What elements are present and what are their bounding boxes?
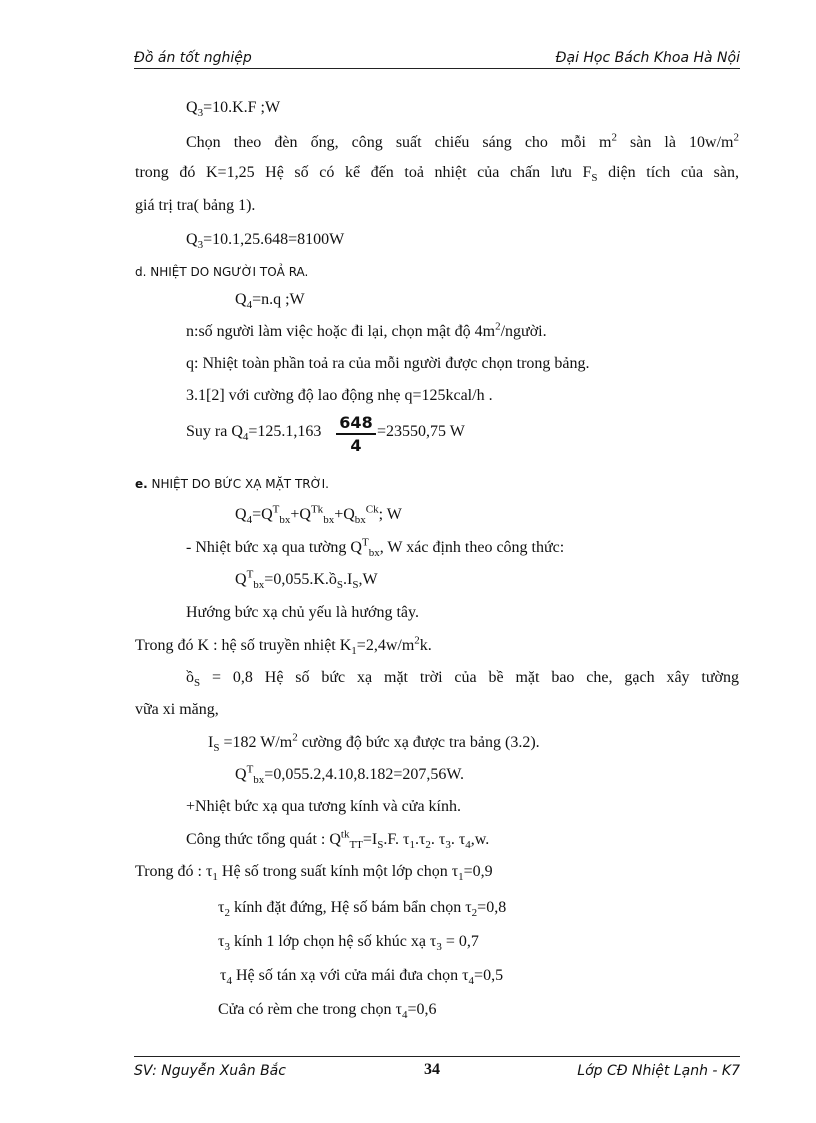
text-run: =0,055.2,4.10,8.182=207,56W. (264, 766, 464, 783)
subscript: 4 (242, 431, 249, 444)
text-run: kính 1 lớp chọn hệ số khúc xạ τ (229, 933, 437, 950)
line-t3 (218, 932, 479, 952)
text-run: Trong đó : τ (135, 863, 213, 880)
superscript: 2 (292, 731, 298, 744)
line-q4-calc-b (377, 422, 465, 442)
bold-text: e. (135, 477, 148, 491)
text-run: .F. τ (383, 831, 410, 848)
text-run: k. (419, 637, 432, 654)
subscript: 4 (465, 839, 471, 852)
text-run: .τ (414, 831, 426, 848)
text-run: q: Nhiệt toàn phần toả ra của mỗi người được chọn trong bảng. (186, 355, 590, 372)
text-run: NHIỆT DO BỨC XẠ MẶT TRỜI. (147, 477, 329, 491)
superscript: T (246, 763, 254, 776)
superscript: 2 (414, 634, 420, 647)
subscript: 4 (226, 975, 232, 988)
subscript: 2 (224, 907, 230, 920)
subscript: S (336, 579, 343, 592)
text-run: τ (218, 933, 225, 950)
line-glass-title (186, 797, 461, 817)
subscript: 2 (425, 839, 431, 852)
text-run: =10.K.F ;W (203, 99, 281, 116)
subscript: bx (253, 774, 265, 787)
subscript: S (377, 839, 384, 852)
subscript: 3 (224, 941, 230, 954)
text-run: +Nhiệt bức xạ qua tương kính và cửa kính. (186, 798, 461, 815)
subscript: 3 (436, 941, 442, 954)
subscript: S (591, 172, 598, 185)
text-run: +Q (290, 506, 311, 523)
text-run: =I (362, 831, 378, 848)
text-run: Hướng bức xạ chủ yếu là hướng tây. (186, 604, 419, 621)
subscript: 3 (445, 839, 451, 852)
superscript: Ck (365, 503, 379, 516)
line-es-def-1 (186, 668, 739, 688)
text-run: = 0,7 (441, 933, 479, 950)
superscript: T (272, 503, 280, 516)
line-wall-formula (235, 570, 378, 590)
text-run: 3.1[2] với cường độ lao động nhẹ q=125kcal/h . (186, 387, 493, 404)
line-q-ref (186, 386, 493, 406)
line-p1-l3 (135, 196, 255, 216)
line-wall-title (186, 538, 564, 558)
text-run: =Q (252, 506, 273, 523)
text-run: trong đó K=1,25 Hệ số có kể đến toả nhiệt của chấn lưu F (135, 164, 592, 181)
subscript: 4 (401, 1009, 408, 1022)
footer-author: SV: Nguyễn Xuân Bắc (134, 1063, 286, 1079)
header-right: Đại Học Bách Khoa Hà Nội (555, 50, 740, 66)
subscript: 1 (458, 871, 464, 884)
line-q4-formula (235, 290, 305, 310)
text-run: =2,4w/m (356, 637, 415, 654)
text-run: Q (235, 291, 247, 308)
fraction-denominator: 4 (350, 436, 362, 455)
text-run: sàn là 10w/m (616, 134, 734, 151)
text-run: Hệ số tán xạ với cửa mái đưa chọn τ (231, 967, 469, 984)
text-run: = 0,8 Hệ số bức xạ mặt trời của bề mặt bao che, gạch xây tường (200, 669, 739, 686)
text-run: =23550,75 W (377, 423, 465, 440)
text-run: . τ (450, 831, 466, 848)
text-run: =182 W/m (219, 734, 293, 751)
text-run: .I (343, 571, 353, 588)
text-run: Hệ số trong suất kính một lớp chọn τ (217, 863, 459, 880)
subscript: 1 (212, 871, 218, 884)
line-q4-calc-a (186, 422, 321, 442)
line-sec-d (135, 262, 308, 282)
text-run: - Nhiệt bức xạ qua tường Q (186, 539, 362, 556)
page-number: 34 (424, 1061, 440, 1078)
text-run: τ (218, 899, 225, 916)
line-wall-calc (235, 765, 464, 785)
text-run: =0,5 (474, 967, 504, 984)
line-direction (186, 603, 419, 623)
header-left: Đồ án tốt nghiệp (134, 50, 252, 66)
line-n-def (186, 322, 547, 342)
subscript: 4 (246, 514, 253, 527)
line-k-def (135, 636, 432, 656)
text-run: Cửa có rèm che trong chọn τ (218, 1001, 402, 1018)
subscript: 3 (197, 107, 204, 120)
subscript: 4 (246, 299, 253, 312)
superscript: tk (340, 828, 350, 841)
line-t2 (218, 898, 506, 918)
subscript: bx (368, 547, 380, 560)
line-curtain (218, 1000, 436, 1020)
text-run: =125.1,163 (248, 423, 322, 440)
line-p1-l1 (186, 133, 739, 153)
text-run: , W xác định theo công thức: (379, 539, 565, 556)
text-run: Chọn theo đèn ống, công suất chiếu sáng cho mỗi m (186, 134, 612, 151)
superscript: Tk (310, 503, 324, 516)
line-q4-rad (235, 505, 402, 525)
page-footer (134, 1056, 740, 1081)
text-run: =0,055.K.ồ (264, 571, 337, 588)
text-run: Q (186, 99, 198, 116)
text-run: /người. (500, 323, 547, 340)
text-run: cường độ bức xạ được tra bảng (3.2). (297, 734, 540, 751)
text-run: giá trị tra( bảng 1). (135, 197, 256, 214)
text-run: Q (235, 571, 247, 588)
text-run: Q (186, 231, 198, 248)
line-q3-calc (186, 230, 344, 250)
text-run: τ (220, 967, 227, 984)
text-run: ,W (358, 571, 378, 588)
footer-class: Lớp CĐ Nhiệt Lạnh - K7 (577, 1063, 740, 1079)
text-run: ồ (186, 669, 194, 686)
line-q3-formula (186, 98, 280, 118)
superscript: 2 (733, 131, 740, 144)
line-is-def (208, 733, 540, 753)
text-run: d. NHIỆT DO NGƯỜI TOẢ RA. (135, 265, 309, 279)
text-run: Suy ra Q (186, 423, 243, 440)
text-run: kính đặt đứng, Hệ số bám bẩn chọn τ (229, 899, 472, 916)
subscript: S (213, 742, 220, 755)
line-glass-formula (186, 830, 489, 850)
line-sec-e (135, 474, 329, 494)
text-run: ,w. (470, 831, 490, 848)
subscript: 4 (468, 975, 475, 988)
subscript: bx (354, 514, 366, 527)
line-es-def-2 (135, 700, 219, 720)
text-run: Trong đó K : hệ số truyền nhiệt K (135, 637, 352, 654)
superscript: T (246, 568, 254, 581)
superscript: 2 (611, 131, 617, 144)
text-run: I (208, 734, 214, 751)
text-run: vữa xi măng, (135, 701, 219, 718)
text-run: =n.q ;W (252, 291, 305, 308)
line-q-def (186, 354, 590, 374)
superscript: 2 (495, 320, 501, 333)
subscript: bx (253, 579, 265, 592)
subscript: 1 (351, 645, 357, 658)
text-run: Q (235, 506, 247, 523)
text-run: Q (235, 766, 247, 783)
text-run: +Q (334, 506, 355, 523)
subscript: TT (349, 839, 363, 852)
fraction-numerator: 648 (336, 413, 376, 435)
text-run: Công thức tổng quát : Q (186, 831, 341, 848)
text-run: n:số người làm việc hoặc đi lại, chọn mật độ 4m (186, 323, 496, 340)
subscript: S (352, 579, 359, 592)
subscript: 2 (471, 907, 478, 920)
page-header (134, 48, 740, 69)
text-run: =0,8 (477, 899, 507, 916)
subscript: S (194, 677, 201, 690)
subscript: bx (323, 514, 335, 527)
subscript: bx (279, 514, 291, 527)
text-run: . τ (430, 831, 446, 848)
text-run: =0,6 (407, 1001, 437, 1018)
line-t4 (220, 966, 503, 986)
superscript: T (361, 536, 369, 549)
text-run: ; W (378, 506, 402, 523)
text-run: =0,9 (463, 863, 493, 880)
line-p1-l2 (135, 163, 739, 183)
fraction (336, 413, 376, 455)
text-run: =10.1,25.648=8100W (203, 231, 345, 248)
subscript: 3 (197, 239, 204, 252)
subscript: 1 (409, 839, 415, 852)
line-t1 (135, 862, 493, 882)
text-run: diện tích của sàn, (597, 164, 739, 181)
